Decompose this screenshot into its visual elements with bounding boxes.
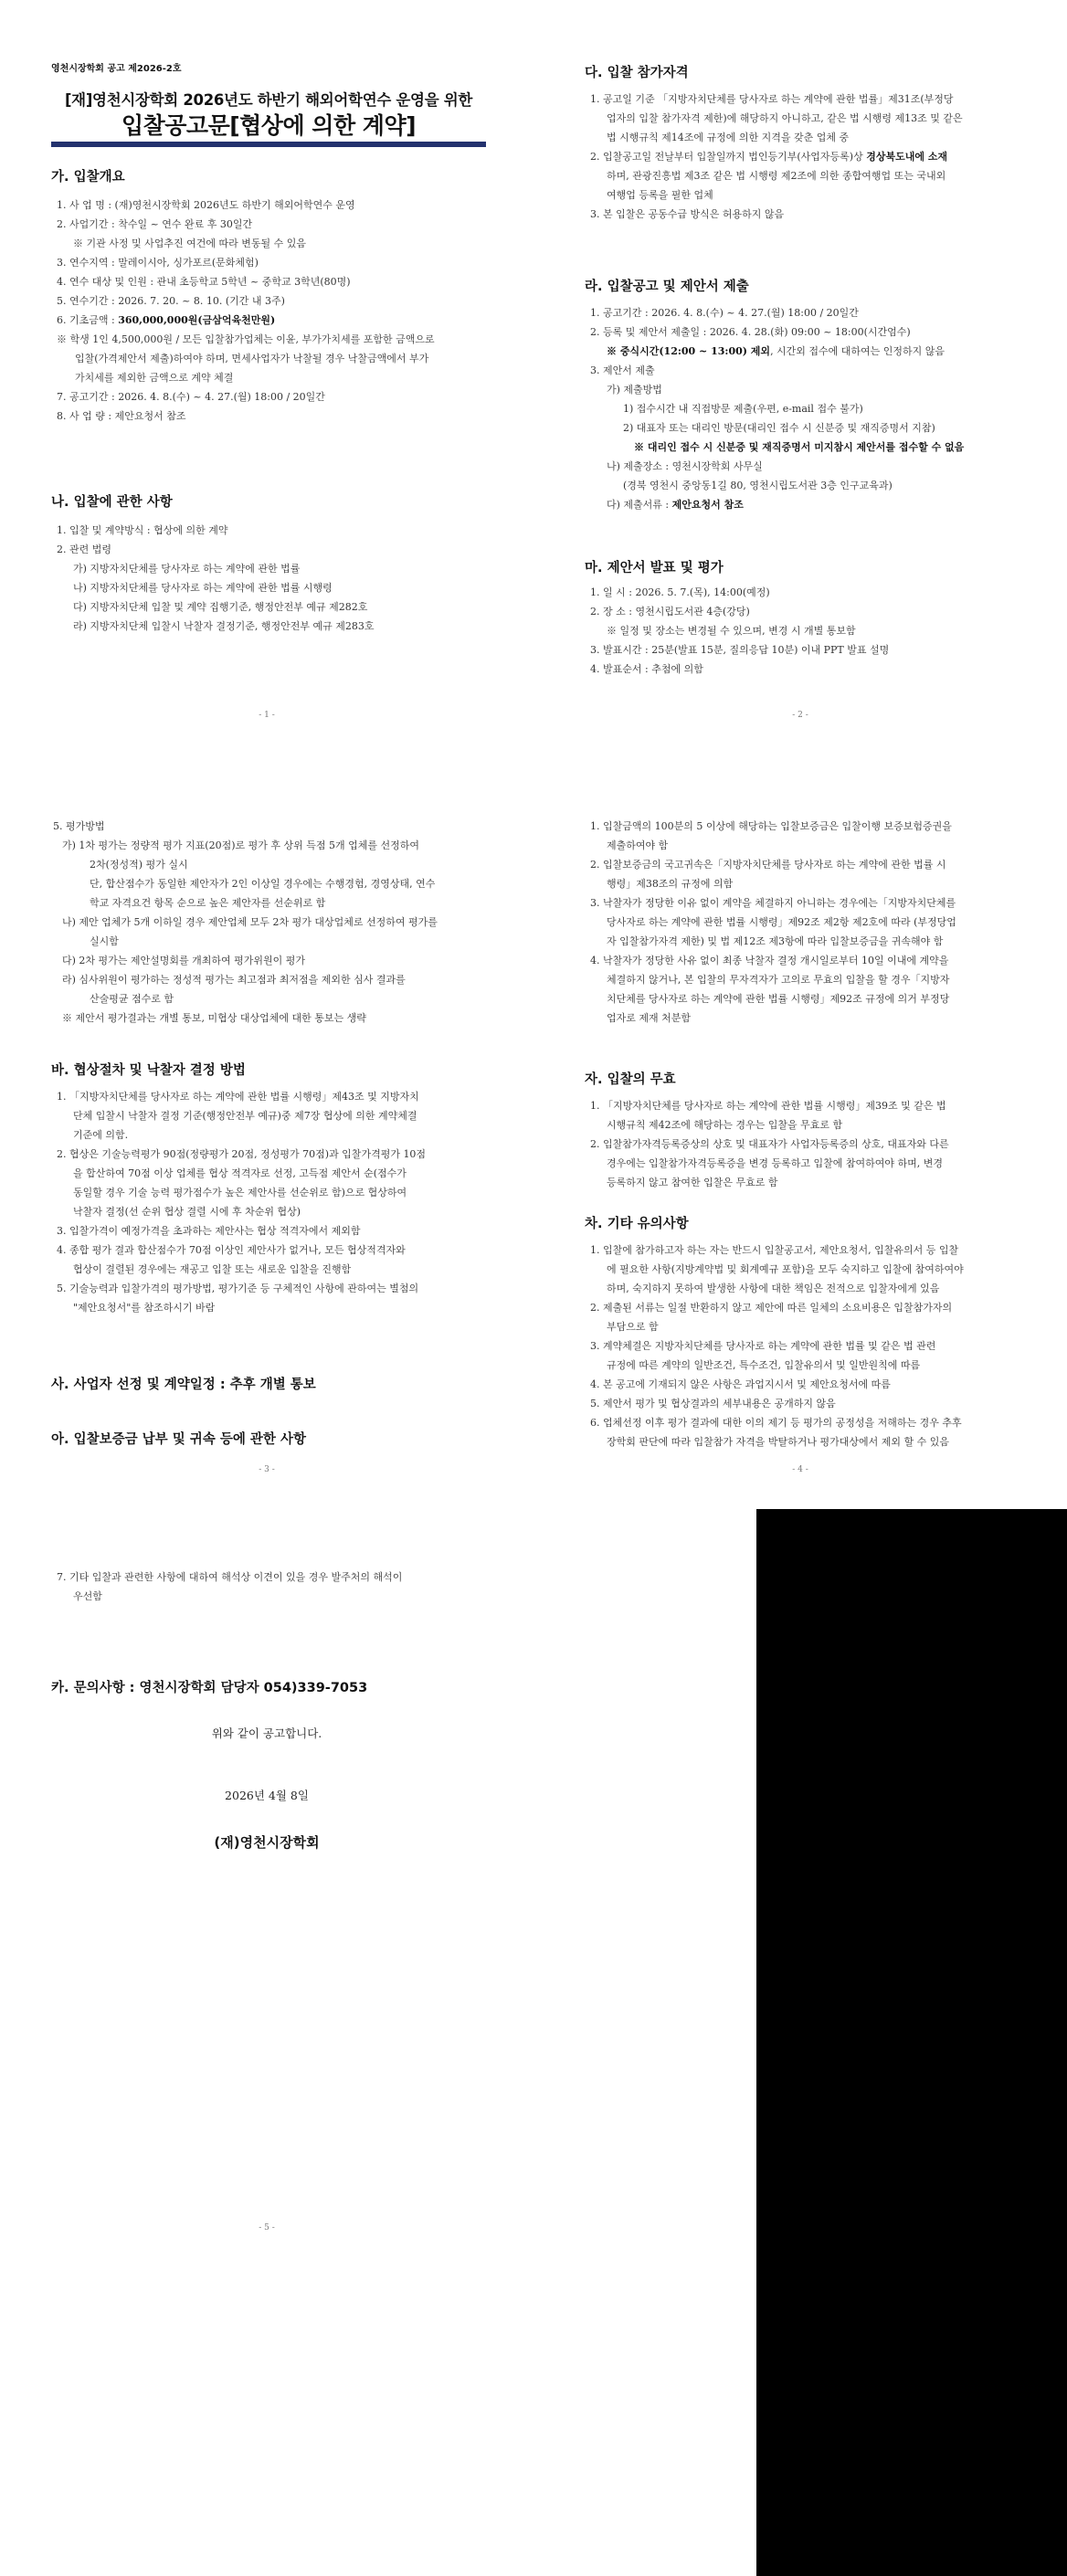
cha-line: 부담으로 함 bbox=[607, 1321, 659, 1333]
ba-line: 을 합산하여 70점 이상 업체를 협상 적격자로 선정, 고득점 제안서 순(점수가 bbox=[73, 1167, 407, 1179]
ba-line: 협상이 결렬된 경우에는 재공고 입찰 또는 새로운 입찰을 진행함 bbox=[73, 1263, 352, 1275]
na-line: 나) 지방자치단체를 당사자로 하는 계약에 관한 법률 시행령 bbox=[73, 582, 333, 594]
eval-line: 라) 심사위원이 평가하는 정성적 평가는 최고점과 최저점을 제외한 심사 결과를 bbox=[62, 974, 406, 986]
ba-line: 3. 입찰가격이 예정가격을 초과하는 제안사는 협상 적격자에서 제외함 bbox=[57, 1225, 361, 1237]
ga-line: ※ 기관 사정 및 사업추진 여건에 따라 변동될 수 있음 bbox=[73, 238, 306, 249]
da-line: 법 시행규칙 제14조에 규정에 의한 지격을 갖춘 업체 중 bbox=[607, 132, 850, 143]
ba-line: 동일할 경우 기술 능력 평가점수가 높은 제안사를 선순위로 함)으로 협상하여 bbox=[73, 1187, 407, 1198]
section-cha-heading: 차. 기타 유의사항 bbox=[585, 1217, 689, 1231]
cha7-line: 7. 기타 입찰과 관련한 사항에 대하여 해석상 이견이 있을 경우 발주처의 해석이 bbox=[57, 1571, 403, 1583]
cha7-line: 우선함 bbox=[73, 1590, 102, 1602]
ma-line: 1. 일 시 : 2026. 5. 7.(목), 14:00(예정) bbox=[590, 586, 770, 598]
page-2 bbox=[534, 0, 1067, 749]
da-line: 3. 본 입찰은 공동수급 방식은 허용하지 않음 bbox=[590, 208, 785, 220]
issuing-organization: (재)영천시장학회 bbox=[214, 1834, 320, 1851]
ba-line: 1. 「지방자치단체를 당사자로 하는 계약에 관한 법률 시행령」제43조 및 지방자치 bbox=[57, 1091, 419, 1103]
section-ga-heading: 가. 입찰개요 bbox=[51, 170, 125, 185]
section-ra-list bbox=[590, 303, 964, 514]
ra-line: 1. 공고기간 : 2026. 4. 8.(수) ~ 4. 27.(월) 18:00 / 20일간 bbox=[590, 307, 859, 319]
ga-line: 8. 사 업 량 : 제안요청서 참조 bbox=[57, 410, 186, 422]
cha-line: 1. 입찰에 참가하고자 하는 자는 반드시 입찰공고서, 제안요청서, 입찰유의서 등 입찰 bbox=[590, 1244, 959, 1256]
ja-line: 2. 입찰참가자격등록증상의 상호 및 대표자가 사업자등록증의 상호, 대표자와 다른 bbox=[590, 1138, 949, 1150]
page-1 bbox=[0, 0, 534, 749]
guarantee-line: 치단체를 당사자로 하는 계약에 관한 법률 시행령」제92조 규정에 의거 부정당 bbox=[607, 993, 950, 1005]
notice-date: 2026년 4월 8일 bbox=[225, 1789, 309, 1802]
ga-price-value: 360,000,000원(금삼억육천만원) bbox=[118, 314, 276, 326]
eval-line: 2차(정성적) 평가 실시 bbox=[90, 859, 188, 871]
ra-warning: ※ 대리인 접수 시 신분증 및 재직증명서 미지참시 제안서를 접수할 수 없음 bbox=[634, 441, 965, 453]
guarantee-line: 자 입찰참가자격 제한) 및 법 제12조 제3항에 따라 입찰보증금을 귀속해야 함 bbox=[607, 935, 944, 947]
eval-line: 가) 1차 평가는 정량적 평가 지표(20점)로 평가 후 상위 득점 5개 업체를 선정하여 bbox=[62, 839, 419, 851]
eval-line: 다) 2차 평가는 제안설명회를 개최하여 평가위원이 평가 bbox=[62, 955, 306, 966]
cha-line: 에 필요한 사항(지방계약법 및 회계예규 포함)을 모두 숙지하고 입찰에 참여하여야 bbox=[607, 1263, 964, 1275]
ra-line: 나) 제출장소 : 영천시장학회 사무실 bbox=[607, 460, 763, 472]
title-rule bbox=[51, 142, 486, 147]
ra-lunch-bold: ※ 중식시간(12:00 ~ 13:00) 제외 bbox=[607, 345, 771, 357]
da-line-2-prefix: 2. 입찰공고일 전날부터 입찰일까지 법인등기부(사업자등록)상 bbox=[590, 151, 867, 163]
eval-line: 단, 합산점수가 동일한 제안자가 2인 이상일 경우에는 수행경험, 경영상태, 연수 bbox=[90, 878, 436, 890]
da-line: 하며, 관광진흥법 제3조 같은 법 시행령 제2조에 의한 종합여행업 또는 국내외 bbox=[607, 170, 946, 182]
ra-line: 2) 대표자 또는 대리인 방문(대리인 접수 시 신분증 및 재직증명서 지참) bbox=[623, 422, 935, 434]
ja-line: 경우에는 입찰참가자격등록증을 변경 등록하고 입찰에 참여하여야 하며, 변경 bbox=[607, 1157, 944, 1169]
section-ma-list bbox=[590, 583, 889, 679]
section-ma-heading: 마. 제안서 발표 및 평가 bbox=[585, 561, 724, 575]
ga-line: 2. 사업기간 : 착수일 ~ 연수 완료 후 30일간 bbox=[57, 218, 253, 230]
ra-line: 2. 등록 및 제안서 제출일 : 2026. 4. 28.(화) 09:00 ~ 18:00(시간엄수) bbox=[590, 326, 911, 338]
guarantee-line: 당사자로 하는 계약에 관한 법률 시행령」제92조 제2항 제2호에 따라 (부정당업 bbox=[607, 916, 956, 928]
cha-line: 4. 본 공고에 기재되지 않은 사항은 과업지시서 및 제안요청서에 따름 bbox=[590, 1378, 891, 1390]
closing-statement: 위와 같이 공고합니다. bbox=[211, 1726, 322, 1740]
na-line: 라) 지방자치단체 입찰시 낙찰자 결정기준, 행정안전부 예규 제283호 bbox=[73, 620, 375, 632]
cha-line: 장학회 판단에 따라 입찰참가 자격을 박탈하거나 평가대상에서 제외 할 수 있음 bbox=[607, 1436, 949, 1448]
section-sa-heading: 사. 사업자 선정 및 계약일정 : 추후 개별 통보 bbox=[51, 1378, 316, 1392]
notice-number: 영천시장학회 공고 제2026-2호 bbox=[51, 64, 182, 74]
contact-info: 카. 문의사항 : 영천시장학회 담당자 054)339-7053 bbox=[51, 1681, 368, 1695]
da-line: 1. 공고일 기준 「지방자치단체를 당사자로 하는 계약에 관한 법률」제31조(부정당 bbox=[590, 93, 954, 105]
ra-line: 3. 제안서 제출 bbox=[590, 364, 655, 376]
cha-line: 3. 계약체결은 지방자치단체를 당사자로 하는 계약에 관한 법률 및 같은 법 관련 bbox=[590, 1340, 936, 1352]
cha-line: 6. 업체선정 이후 평가 결과에 대한 이의 제기 등 평가의 공정성을 저해하는 경우 추후 bbox=[590, 1417, 962, 1429]
guarantee-line: 4. 낙찰자가 정당한 사유 없이 최종 낙찰자 결정 개시일로부터 10일 이내에 계약을 bbox=[590, 955, 949, 966]
ra-docs-prefix: 다) 제출서류 : bbox=[607, 499, 672, 511]
cha-line: 2. 제출된 서류는 일절 반환하지 않고 제안에 따른 일체의 소요비용은 입찰참가자의 bbox=[590, 1302, 953, 1314]
ba-line: 4. 종합 평가 결과 합산점수가 70점 이상인 제안사가 없거나, 모든 협상적격자와 bbox=[57, 1244, 406, 1256]
ra-docs-line bbox=[590, 495, 964, 514]
guarantee-line: 제출하여야 함 bbox=[607, 839, 669, 851]
section-ja-heading: 자. 입찰의 무효 bbox=[585, 1072, 676, 1087]
guarantee-line: 업자로 제재 처분함 bbox=[607, 1012, 692, 1024]
eval-line: 나) 제안 업체가 5개 이하일 경우 제안업체 모두 2차 평가 대상업체로 선정하여 평가를 bbox=[62, 916, 438, 928]
ga-line: 1. 사 업 명 : (재)영천시장학회 2026년도 하반기 해외어학연수 운영 bbox=[57, 199, 355, 211]
guarantee-line: 1. 입찰금액의 100분의 5 이상에 해당하는 입찰보증금은 입찰이행 보증보험증권을 bbox=[590, 820, 952, 832]
empty-area bbox=[756, 1509, 1067, 2576]
evaluation-list bbox=[53, 817, 438, 1028]
ra-docs-bold: 제안요청서 참조 bbox=[671, 499, 744, 511]
da-line-2-bold: 경상북도내에 소재 bbox=[866, 151, 948, 163]
guarantee-list bbox=[590, 817, 956, 1028]
cha-continued-list bbox=[57, 1568, 402, 1606]
da-line: 업자의 입찰 참가자격 제한)에 해당하지 아니하고, 같은 법 시행령 제13조 및 같은 bbox=[607, 112, 963, 124]
cha-line: 규정에 따른 계약의 일반조건, 특수조건, 입찰유의서 및 일반원칙에 따름 bbox=[607, 1359, 921, 1371]
eval-line: ※ 제안서 평가결과는 개별 통보, 미협상 대상업체에 대한 통보는 생략 bbox=[62, 1012, 366, 1024]
ra-line: (경북 영천시 중앙동1길 80, 영천시립도서관 3층 인구교육과) bbox=[623, 480, 893, 491]
ba-line: 낙찰자 결정(선 순위 협상 결렬 시에 후 차순위 협상) bbox=[73, 1206, 301, 1218]
ra-line: 가) 제출방법 bbox=[607, 384, 662, 396]
ra-lunch-line bbox=[590, 342, 964, 361]
eval-line: 실시함 bbox=[90, 935, 119, 947]
ma-line: 2. 장 소 : 영천시립도서관 4층(강당) bbox=[590, 606, 750, 618]
ba-line: 2. 협상은 기술능력평가 90점(정량평가 20점, 정성평가 70점)과 입찰가격평가 10점 bbox=[57, 1148, 427, 1160]
na-line: 다) 지방자치단체 입찰 및 계약 집행기준, 행정안전부 예규 제282호 bbox=[73, 601, 368, 613]
page-number: - 2 - bbox=[792, 711, 808, 720]
ga-line: 3. 연수지역 : 말레이시아, 싱가포르(문화체험) bbox=[57, 257, 259, 269]
guarantee-line: 행령」제38조의 규정에 의함 bbox=[607, 878, 734, 890]
ja-line: 등록하지 않고 참여한 입찰은 무효로 함 bbox=[607, 1177, 778, 1188]
na-line: 2. 관련 법령 bbox=[57, 544, 111, 555]
ma-line: ※ 일정 및 장소는 변경될 수 있으며, 변경 시 개별 통보함 bbox=[607, 625, 856, 637]
ma-line: 4. 발표순서 : 추첨에 의함 bbox=[590, 663, 703, 675]
page-number: - 4 - bbox=[792, 1465, 808, 1474]
guarantee-line: 체결하지 않거나, 본 입찰의 무자격자가 고의로 무효의 입찰을 할 경우「지방자 bbox=[607, 974, 950, 986]
page-number: - 5 - bbox=[259, 2223, 275, 2233]
page-5 bbox=[0, 1498, 534, 2320]
section-na-list bbox=[57, 521, 375, 636]
da-line-2 bbox=[590, 147, 963, 166]
na-line: 1. 입찰 및 계약방식 : 협상에 의한 계약 bbox=[57, 524, 228, 536]
section-ga-list bbox=[57, 195, 435, 426]
na-line: 가) 지방자치단체를 당사자로 하는 계약에 관한 법률 bbox=[73, 563, 301, 575]
section-a-heading: 아. 입찰보증금 납부 및 귀속 등에 관한 사항 bbox=[51, 1432, 306, 1447]
ga-note: 입찰(가격제안서 제출)하여야 하며, 면세사업자가 낙찰될 경우 낙찰금액에서 부가 bbox=[75, 353, 429, 364]
ra-lunch-rest: , 시간외 접수에 대하여는 인정하지 않음 bbox=[770, 345, 946, 357]
ga-line: 7. 공고기간 : 2026. 4. 8.(수) ~ 4. 27.(월) 18:00 / 20일간 bbox=[57, 391, 325, 403]
ba-line: 5. 기술능력과 입찰가격의 평가방법, 평가기준 등 구체적인 사항에 관하여는 별첨의 bbox=[57, 1283, 419, 1294]
eval-line: 산술평균 점수로 함 bbox=[90, 993, 174, 1005]
section-na-heading: 나. 입찰에 관한 사항 bbox=[51, 495, 173, 510]
section-ba-list bbox=[57, 1087, 426, 1317]
cha-line: 하며, 숙지하지 못하여 발생한 사항에 대한 책임은 전적으로 입찰자에게 있음 bbox=[607, 1283, 940, 1294]
ra-line: 1) 접수시간 내 직접방문 제출(우편, e-mail 접수 불가) bbox=[623, 403, 863, 415]
section-ja-list bbox=[590, 1096, 949, 1192]
ga-line: 4. 연수 대상 및 인원 : 관내 초등학교 5학년 ~ 중학교 3학년(80명) bbox=[57, 276, 351, 288]
section-ra-heading: 라. 입찰공고 및 제안서 제출 bbox=[585, 280, 749, 294]
page-3 bbox=[0, 749, 534, 1498]
ga-price-label: 6. 기초금액 : bbox=[57, 314, 119, 326]
page-number: - 1 - bbox=[259, 711, 275, 720]
page-4 bbox=[534, 749, 1067, 1498]
eval-line: 학교 자격요건 항목 순으로 높은 제안자를 선순위로 함 bbox=[90, 897, 326, 909]
guarantee-line: 3. 낙찰자가 정당한 이유 없이 계약을 체결하지 아니하는 경우에는「지방자치단체를 bbox=[590, 897, 956, 909]
ga-note: ※ 학생 1인 4,500,000원 / 모든 입찰참가업체는 이윤, 부가가치세를 포함한 금액으로 bbox=[57, 333, 435, 345]
section-cha-list bbox=[590, 1240, 964, 1452]
guarantee-line: 2. 입찰보증금의 국고귀속은「지방자치단체를 당사자로 하는 계약에 관한 법률 시 bbox=[590, 859, 946, 871]
ba-line: "제안요청서"를 참조하시기 바람 bbox=[73, 1302, 216, 1314]
cha-line: 5. 제안서 평가 및 협상결과의 세부내용은 공개하지 않음 bbox=[590, 1398, 836, 1409]
section-ba-heading: 바. 협상절차 및 낙찰자 결정 방법 bbox=[51, 1063, 246, 1078]
ma-line: 3. 발표시간 : 25분(발표 15분, 질의응답 10분) 이내 PPT 발표 설명 bbox=[590, 644, 890, 656]
section-da-heading: 다. 입찰 참가자격 bbox=[585, 66, 689, 80]
ba-line: 기준에 의함. bbox=[73, 1129, 129, 1141]
ja-line: 1. 「지방자치단체를 당사자로 하는 계약에 관한 법률 시행령」제39조 및 같은 법 bbox=[590, 1100, 946, 1112]
title-line-2: 입찰공고문[협상에 의한 계약] bbox=[121, 112, 417, 139]
page-number: - 3 - bbox=[259, 1465, 275, 1474]
title-line-1: [재]영천시장학회 2026년도 하반기 해외어학연수 운영을 위한 bbox=[64, 91, 473, 109]
ga-note: 가치세를 제외한 금액으로 계약 체결 bbox=[75, 372, 234, 384]
ba-line: 단체 입찰시 낙찰자 결정 기준(행정안전부 예규)중 제7장 협상에 의한 계약체결 bbox=[73, 1110, 417, 1122]
section-da-list bbox=[590, 90, 963, 224]
ja-line: 시행규칙 제42조에 해당하는 경우는 입찰을 무효로 함 bbox=[607, 1119, 843, 1131]
da-line: 여행업 등록을 필한 업체 bbox=[607, 189, 713, 201]
eval-line: 5. 평가방법 bbox=[53, 820, 105, 832]
ga-price-line bbox=[57, 311, 435, 330]
ga-line: 5. 연수기간 : 2026. 7. 20. ~ 8. 10. (기간 내 3주) bbox=[57, 295, 285, 307]
